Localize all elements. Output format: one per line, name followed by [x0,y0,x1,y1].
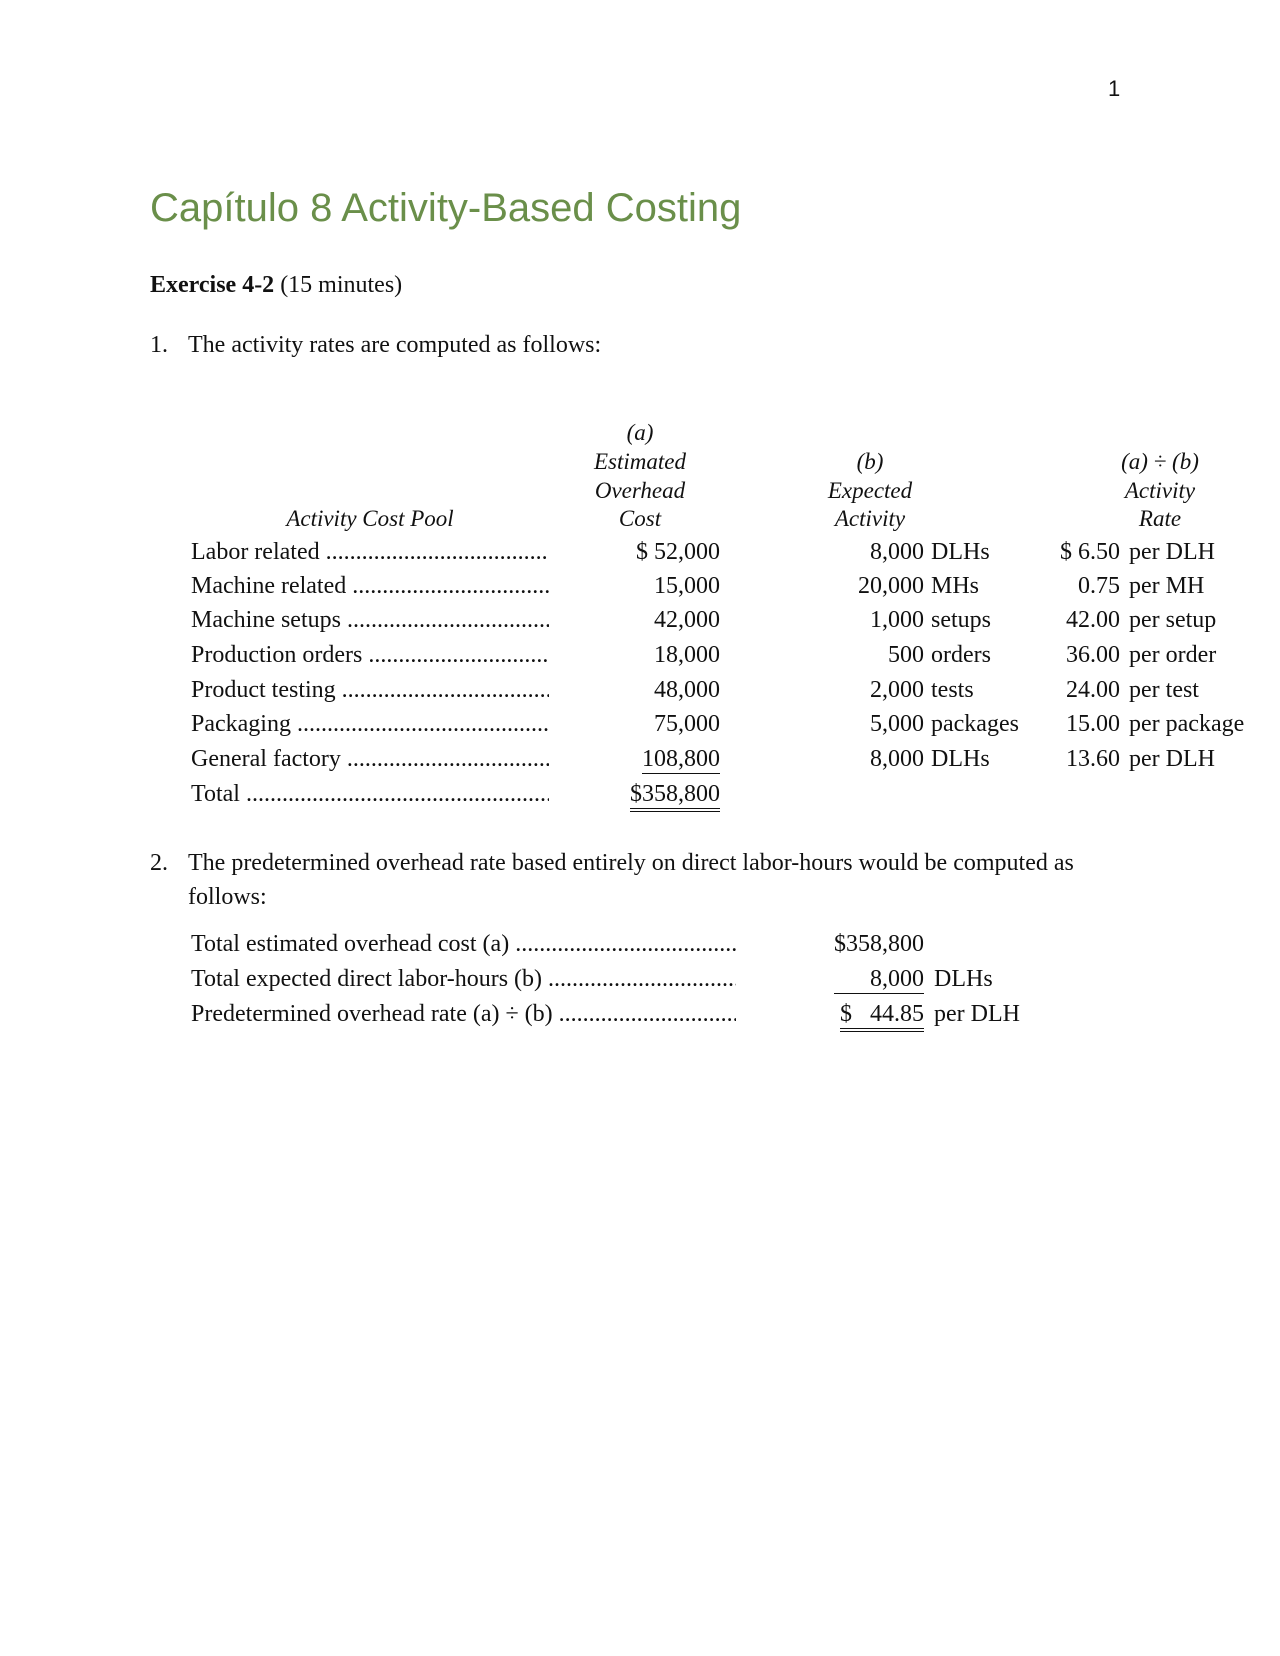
header-rate-line2: Rate [1138,506,1182,531]
row-rate: 15.00 [1066,711,1120,737]
row-pool: General factory ..... [191,746,549,773]
computation-label: Predetermined overhead rate (a) ÷ (b) ..... [191,1001,736,1028]
part1-text: The activity rates are computed as follows: [188,332,602,358]
row-rate: 24.00 [1066,677,1120,703]
table-row [0,677,1280,711]
exercise-duration: (15 minutes) [280,272,403,298]
row-rate-unit: per order [1129,642,1217,668]
row-rate-unit: per MH [1129,573,1205,599]
row-rate: 0.75 [1078,573,1120,599]
header-cost-a: (a) [626,420,654,445]
computation-value: $358,800 [834,931,924,957]
header-rate-line1: Activity [1124,478,1196,503]
total-label: Total ..... [191,781,549,808]
row-rate-unit: per test [1129,677,1199,703]
row-cost: 108,800 [642,746,720,772]
computation-unit: DLHs [934,966,993,992]
chapter-title: Capítulo 8 Activity-Based Costing [150,186,742,230]
header-cost-line2: Overhead [594,478,686,503]
total-cost: $358,800 [630,781,720,812]
part1-number: 1. [150,332,168,358]
page-number: 1 [1108,76,1121,101]
row-activity-unit: orders [931,642,991,668]
computation-unit: per DLH [934,1001,1020,1027]
table-total-row [0,781,1280,815]
exercise-label: Exercise 4-2 [150,272,275,298]
header-pool: Activity Cost Pool [286,506,454,531]
table-row [0,539,1280,573]
computation-row [0,1001,1280,1035]
row-rate: 36.00 [1066,642,1120,668]
row-activity-unit: DLHs [931,746,990,772]
table-row [0,711,1280,745]
row-rate-unit: per package [1129,711,1245,737]
row-cost: 75,000 [654,711,720,737]
row-activity: 5,000 [870,711,924,737]
row-cost: 15,000 [654,573,720,599]
row-activity: 8,000 [870,539,924,565]
computation-value: $ 44.85 [840,1001,924,1032]
computation-label: Total estimated overhead cost (a) ..... [191,931,736,958]
row-activity-unit: packages [931,711,1019,737]
row-activity: 8,000 [870,746,924,772]
part2-number: 2. [150,850,168,876]
row-activity-unit: MHs [931,573,980,599]
computation-row [0,966,1280,1000]
row-cost: 18,000 [654,642,720,668]
row-rate-unit: per setup [1129,607,1217,633]
header-activity-line2: Activity [834,506,906,531]
computation-label: Total expected direct labor-hours (b) ..... [191,966,736,993]
header-cost-line1: Estimated [594,449,686,474]
row-activity: 500 [888,642,924,668]
row-pool: Product testing ..... [191,677,549,704]
row-rate-unit: per DLH [1129,539,1215,565]
table-row [0,642,1280,676]
row-pool: Machine related ..... [191,573,549,600]
computation-row [0,931,1280,965]
part2-text-line2: follows: [188,884,267,910]
row-cost: $ 52,000 [636,539,720,565]
row-activity-unit: DLHs [931,539,990,565]
table-row [0,607,1280,641]
row-rate: 13.60 [1066,746,1120,772]
header-rate-ab: (a) ÷ (b) [1121,449,1199,474]
table-row [0,573,1280,607]
row-pool: Machine setups ..... [191,607,549,634]
row-rate-unit: per DLH [1129,746,1215,772]
row-rate: $ 6.50 [1060,539,1120,565]
header-cost-line3: Cost [618,506,662,531]
part2-text-line1: The predetermined overhead rate based entirely on direct labor-hours would be computed as [188,850,1074,876]
row-cost: 48,000 [654,677,720,703]
row-pool: Production orders ..... [191,642,549,669]
table-row [0,746,1280,780]
computation-value: 8,000 [834,966,924,994]
row-pool: Labor related ..... [191,539,549,566]
row-cost: 42,000 [654,607,720,633]
row-rate: 42.00 [1066,607,1120,633]
header-activity-line1: Expected [827,478,913,503]
row-activity: 20,000 [858,573,924,599]
row-activity-unit: tests [931,677,974,703]
row-pool: Packaging ..... [191,711,549,738]
exercise-heading [150,272,402,299]
row-activity: 2,000 [870,677,924,703]
header-activity-b: (b) [856,449,884,474]
row-activity-unit: setups [931,607,991,633]
row-activity: 1,000 [870,607,924,633]
